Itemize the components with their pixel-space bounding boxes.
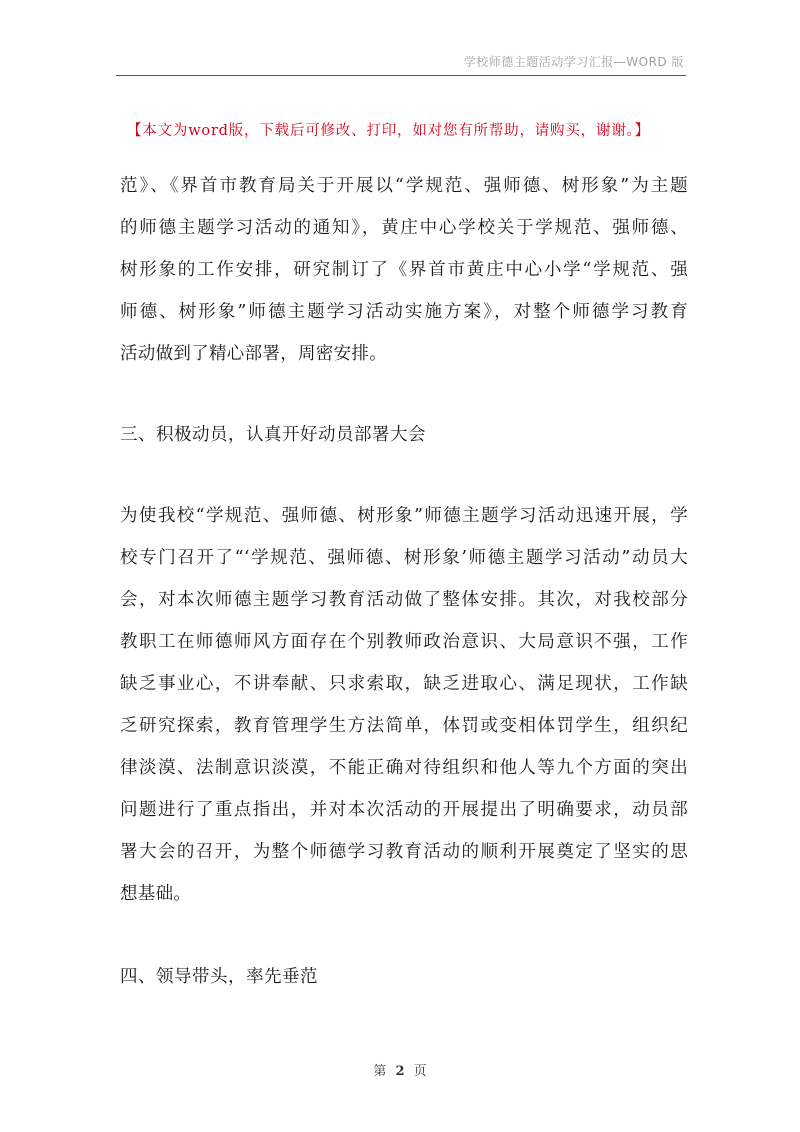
paragraph-line: 问题进行了重点指出，并对本次活动的开展提出了明确要求，动员部 [120,800,688,820]
paragraph-line: 为使我校“学规范、强师德、树形象”师德主题学习活动迅速开展，学 [120,506,688,526]
paragraph-line: 乏研究探索，教育管理学生方法简单，体罚或变相体罚学生，组织纪 [120,716,688,736]
download-notice: 【本文为word版，下载后可修改、打印，如对您有所帮助，请购买，谢谢。】 [127,123,650,139]
paragraph-line: 教职工在师德师风方面存在个别教师政治意识、大局意识不强，工作 [120,632,688,652]
page-footer [0,1060,800,1079]
section-heading-4: 四、领导带头，率先垂范 [120,967,318,987]
paragraph-line: 校专门召开了“‘学规范、强师德、树形象’师德主题学习活动”动员大 [120,548,688,568]
paragraph-line: 署大会的召开，为整个师德学习教育活动的顺利开展奠定了坚实的思 [120,842,688,862]
footer-suffix: 页 [413,1064,427,1079]
paragraph-line: 范》、《界首市教育局关于开展以“学规范、强师德、树形象”为主题 [120,176,688,196]
header-title: 学校师德主题活动学习汇报—WORD 版 [463,55,684,69]
paragraph-line: 想基础。 [120,884,192,904]
paragraph-line: 律淡漠、法制意识淡漠，不能正确对待组织和他人等九个方面的突出 [120,758,688,778]
paragraph-1 [120,165,688,375]
page-number: 2 [395,1064,405,1079]
paragraph-line: 缺乏事业心，不讲奉献、只求索取，缺乏进取心、满足现状，工作缺 [120,674,688,694]
paragraph-line: 师德、树形象”师德主题学习活动实施方案》，对整个师德学习教育 [120,302,688,322]
paragraph-line: 树形象的工作安排，研究制订了《界首市黄庄中心小学“学规范、强 [120,260,688,280]
section-heading-3: 三、积极动员，认真开好动员部署大会 [120,425,426,445]
paragraph-2 [120,495,688,915]
paragraph-line: 活动做到了精心部署，周密安排。 [120,344,387,364]
paragraph-line: 会，对本次师德主题学习教育活动做了整体安排。其次，对我校部分 [120,590,688,610]
paragraph-line: 的师德主题学习活动的通知》，黄庄中心学校关于学规范、强师德、 [120,218,688,238]
footer-prefix: 第 [373,1064,387,1079]
header-divider [116,75,686,76]
